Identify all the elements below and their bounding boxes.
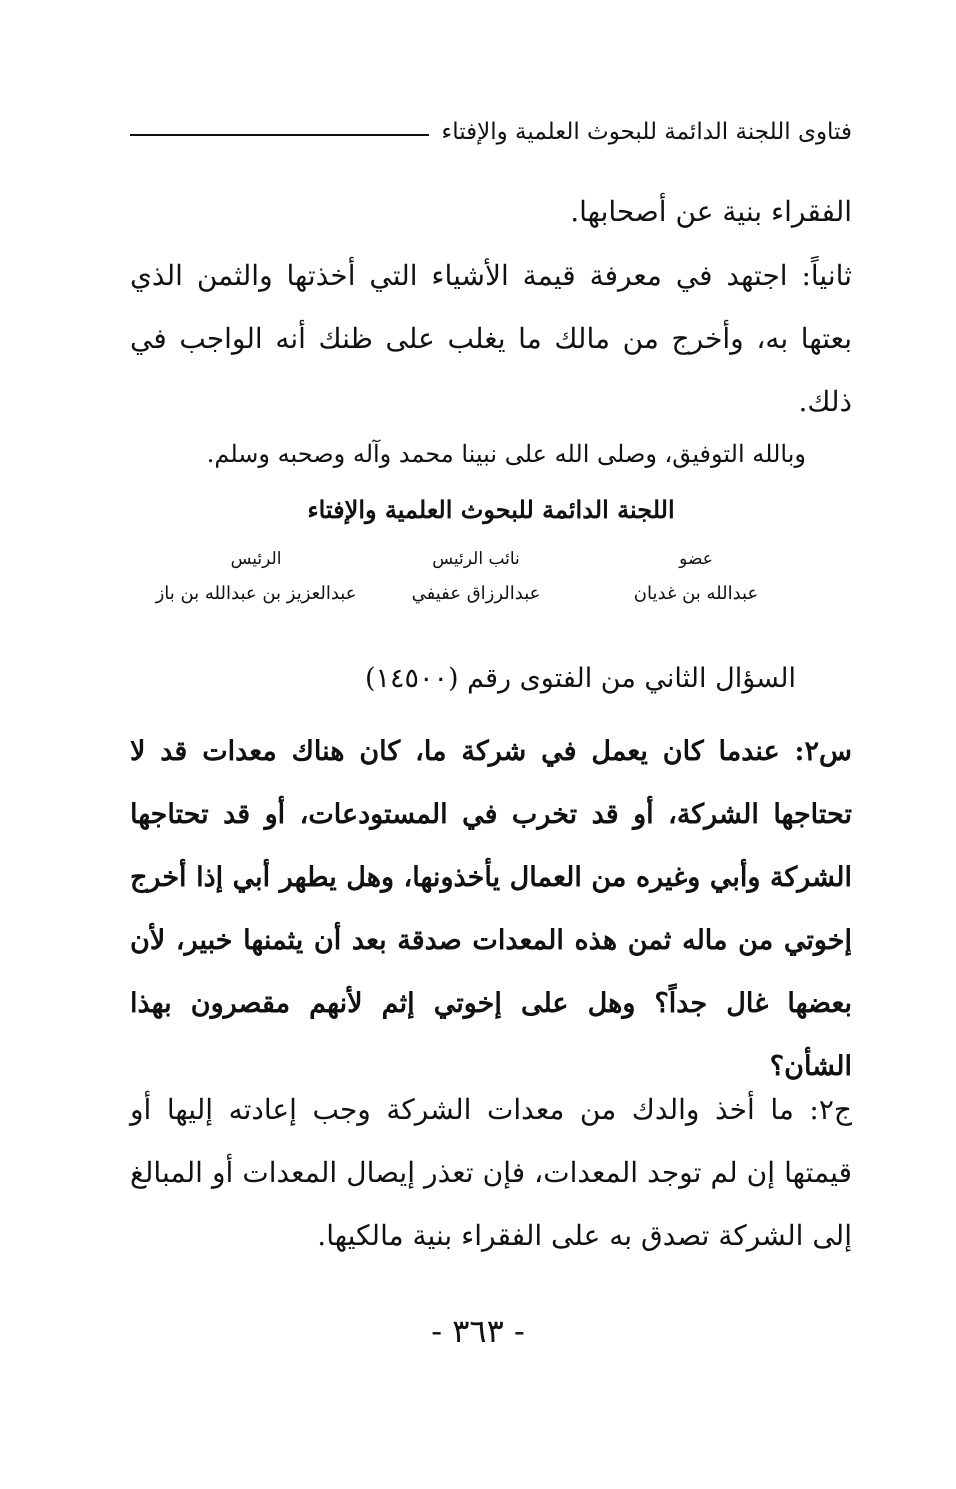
page-number: - ٣٦٣ - bbox=[431, 1312, 525, 1350]
running-title: فتاوى اللجنة الدائمة للبحوث العلمية والإفتاء bbox=[441, 119, 852, 145]
header-rule bbox=[130, 134, 429, 136]
signer-member bbox=[586, 544, 806, 614]
answer-text: ج٢: ما أخذ والدك من معدات الشركة وجب إعادته إليها أو قيمتها إن لم توجد المعدات، فإن تعذر إيصال المعدات أو المبالغ إلى الشركة تصدق به على الفقراء بنية مالكيها. bbox=[130, 1093, 852, 1252]
question-heading: السؤال الثاني من الفتوى رقم (١٤٥٠٠) bbox=[364, 663, 796, 694]
signers-block bbox=[146, 544, 806, 614]
signer-president bbox=[146, 544, 366, 614]
signer-role: عضو bbox=[679, 549, 713, 569]
running-header bbox=[130, 112, 852, 152]
committee-name: اللجنة الدائمة للبحوث العلمية والإفتاء bbox=[307, 495, 675, 524]
paragraph-continuation: الفقراء بنية عن أصحابها. bbox=[570, 195, 852, 228]
signer-name: عبدالرزاق عفيفي bbox=[411, 583, 541, 604]
signer-role: نائب الرئيس bbox=[432, 549, 520, 569]
signer-name: عبدالله بن غديان bbox=[633, 583, 759, 604]
signer-role: الرئيس bbox=[230, 549, 282, 569]
question-text: س٢: عندما كان يعمل في شركة ما، كان هناك معدات قد لا تحتاجها الشركة، أو قد تخرب في المستودعات، أو قد تحتاجها الشركة وأبي وغيره من العمال يأخذونها، وهل يطهر أبي إذا أخرج إخوتي من ماله ثمن هذه المعدات صدقة بعد أن يثمنها خبير، لأن بعضها غال جداً؟ وهل على إخوتي إثم لأنهم مقصرون بهذا الشأن؟ bbox=[130, 736, 852, 1082]
closing-formula: وبالله التوفيق، وصلى الله على نبينا محمد وآله وصحبه وسلم. bbox=[206, 440, 806, 468]
signer-name: عبدالعزيز بن عبدالله بن باز bbox=[155, 583, 357, 604]
paragraph-second-point: ثانياً: اجتهد في معرفة قيمة الأشياء التي أخذتها والثمن الذي بعتها به، وأخرج من مالك ما يغلب على ظنك أنه الواجب في ذلك. bbox=[130, 259, 852, 418]
signer-vice-president bbox=[366, 544, 586, 614]
